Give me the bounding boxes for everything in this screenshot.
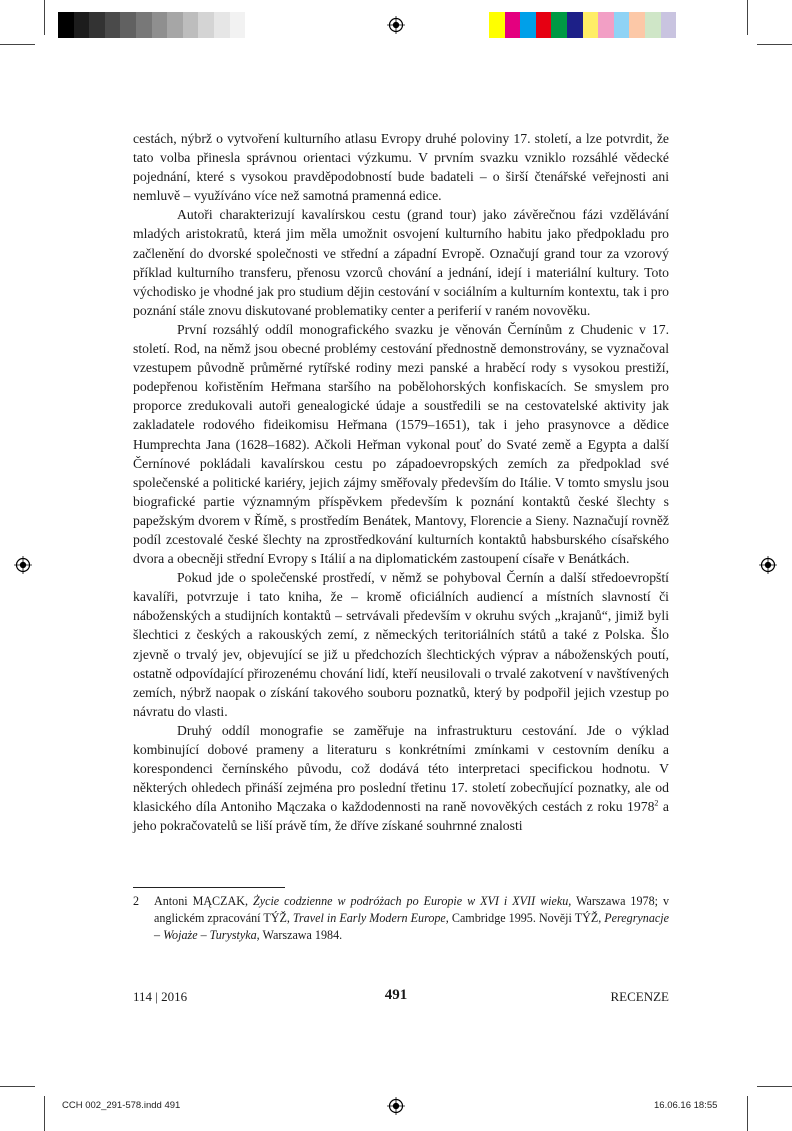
calibration-swatch xyxy=(629,12,645,38)
color-calibration-bar xyxy=(489,12,676,38)
calibration-swatch xyxy=(505,12,521,38)
registration-mark-top-icon xyxy=(387,16,405,34)
registration-mark-right-icon xyxy=(759,556,777,574)
crop-mark xyxy=(44,0,45,35)
paragraph: cestách, nýbrž o vytvoření kulturního atlasu Evropy druhé poloviny 17. století, a lze potvrdit, že tato volba přinesla správnou orientaci výzkumu. V prvním svazku vzniklo rozsáhlé vědecké pojednání, které s vysokou pravděpodobností bude badateli – o širší čtenářské veřejnosti ani nemluvě – využíváno více než samotná pramenná edice. xyxy=(133,131,669,204)
paragraph: První rozsáhlý oddíl monografického svazku je věnován Černínům z Chudenic v 17. století. Rod, na němž jsou obecné problémy cestování přednostně demonstrovány, se vyznačoval vzestupem původně průměrné rytířské rodiny mezi panské a hraběcí rody s vysokou prestiží, podepřenou kořistěním Heřmana staršího na pobělohorských konfiskacích. Se smyslem pro proporce zredukovali autoři genealogické údaje a soustředili se na cestovatelské aktivity jak zakladatele rodového fideikomisu Heřmana (1579–1651), tak i jeho prasynovce a dědice Humprechta Jana (1628–1682). Ačkoli Heřman vykonal pouť do Svaté země a Egypta a další Černínové pokládali kavalírskou cestu po západoevropských zemích za předpoklad své společenské a politické kariéry, jejich zájmy směřovaly především do Itálie. V tomto smyslu jsou biografické partie významným příspěvkem především k poznání kontaktů české šlechty s papežským dvorem v Římě, s prostředím Benátek, Mantovy, Florencie a Sieny. Naznačují rovněž podíl zcestovalé české šlechty na zprostředkování kulturních kontaktů habsburského císařského dvora a obecněji střední Evropy s Itálií a na diplomatickém zastoupení císaře v Benátkách. xyxy=(133,321,669,567)
crop-mark xyxy=(757,44,792,45)
page-number: 491 xyxy=(384,987,408,1003)
calibration-swatch xyxy=(230,12,246,38)
footnote-text xyxy=(154,893,669,944)
registration-mark-left-icon xyxy=(14,556,32,574)
calibration-swatch xyxy=(74,12,90,38)
calibration-swatch xyxy=(661,12,677,38)
registration-mark-bottom-icon xyxy=(387,1097,405,1115)
footnote-author: Antoni MĄCZAK, xyxy=(154,894,253,908)
calibration-swatch xyxy=(89,12,105,38)
grayscale-calibration-bar xyxy=(58,12,245,38)
print-slug-timestamp: 16.06.16 18:55 xyxy=(654,1100,718,1111)
footnote-text-part: Cambridge 1995. Nověji TÝŽ, xyxy=(448,911,605,925)
calibration-swatch xyxy=(183,12,199,38)
calibration-swatch xyxy=(551,12,567,38)
crop-mark xyxy=(44,1096,45,1131)
section-name: RECENZE xyxy=(610,989,669,1004)
paragraph xyxy=(133,721,669,836)
calibration-swatch xyxy=(152,12,168,38)
calibration-swatch xyxy=(614,12,630,38)
article-body xyxy=(133,129,669,835)
calibration-swatch xyxy=(567,12,583,38)
calibration-swatch xyxy=(520,12,536,38)
footnote-number: 2 xyxy=(133,894,140,908)
footnote-text-part: Warszawa 1984. xyxy=(259,928,343,942)
footnote-rule xyxy=(133,887,285,888)
calibration-swatch xyxy=(583,12,599,38)
footnote-text-part: Warszawa 1978; v anglickém zpracování TÝŽ, xyxy=(154,894,669,925)
footnote-title: Travel in Early Modern Europe, xyxy=(292,911,449,925)
footnote-title: Życie codzienne w podróżach po Europie w XVI i XVII wieku, xyxy=(252,894,572,908)
calibration-swatch xyxy=(58,12,74,38)
footnote-title: Peregrynacje – Wojaże – Turystyka, xyxy=(154,911,669,942)
print-slug-file: CCH 002_291-578.indd 491 xyxy=(62,1100,181,1111)
calibration-swatch xyxy=(214,12,230,38)
crop-mark xyxy=(0,1086,35,1087)
calibration-swatch xyxy=(198,12,214,38)
footnote-reference: 2 xyxy=(654,798,659,808)
paragraph: Pokud jde o společenské prostředí, v němž se pohyboval Černín a další středoevropští kavalíři, potvrzuje i tato kniha, že – kromě oficiálních audiencí a místních slavností či náboženských a studijních kontaktů – setrvávali především v okruhu svých „krajanů“, jimiž byli šlechtici z českých a rakouských zemí, z německých teritoriálních států a také z Polska. Šlo zjevně o trvalý jev, objevující se již u předchozích šlechtických výprav a náboženských poutí, ostatně odpovídající přirozenému chování lidí, kteří neusilovali o trvalé zakotvení v navštívených zemích, nýbrž naopak o získání takového souboru poznatků, který by podpořil jejich vzestup po návratu do vlasti. xyxy=(133,570,669,719)
calibration-swatch xyxy=(536,12,552,38)
paragraph-text: a jeho pokračovatelů se liší právě tím, že dříve získané souhrnné znalosti xyxy=(133,799,669,834)
crop-mark xyxy=(757,1086,792,1087)
footnote xyxy=(133,893,669,944)
calibration-swatch xyxy=(645,12,661,38)
paragraph-text: Druhý oddíl monografie se zaměřuje na infrastrukturu cestování. Jde o výklad kombinující dobové prameny a literaturu s konkrétními zmínkami v cestovním deníku a korespondenci černínského původu, což dodává této interpretaci specifickou hodnotu. V některých ohledech přináší zejména pro poslední třetinu 17. století zobecňující poznatky, ale od klasického díla Antoniho Mączaka o každodennosti na raně novověkých cestách z roku 1978 xyxy=(133,722,669,815)
calibration-swatch xyxy=(120,12,136,38)
paragraph: Autoři charakterizují kavalírskou cestu (grand tour) jako závěrečnou fázi vzdělávání mladých aristokratů, která jim měla umožnit osvojení kulturního habitu jako předpokladu pro začlenění do dvorské společnosti ve střední a západní Evropě. Označují grand tour za vzorový příklad kulturního transferu, přenosu vzorců chování a jednání, idejí i materiální kultury. Toto východisko je vhodné jak pro studium dějin cestování v sociálním a kulturním kontextu, tak i pro poznání stále znovu diskutované problematiky center a periferií v raném novověku. xyxy=(133,207,669,318)
crop-mark xyxy=(747,1096,748,1131)
crop-mark xyxy=(0,44,35,45)
calibration-swatch xyxy=(105,12,121,38)
calibration-swatch xyxy=(136,12,152,38)
calibration-swatch xyxy=(167,12,183,38)
crop-mark xyxy=(747,0,748,35)
calibration-swatch xyxy=(598,12,614,38)
journal-issue: 114 | 2016 xyxy=(133,989,188,1004)
calibration-swatch xyxy=(489,12,505,38)
